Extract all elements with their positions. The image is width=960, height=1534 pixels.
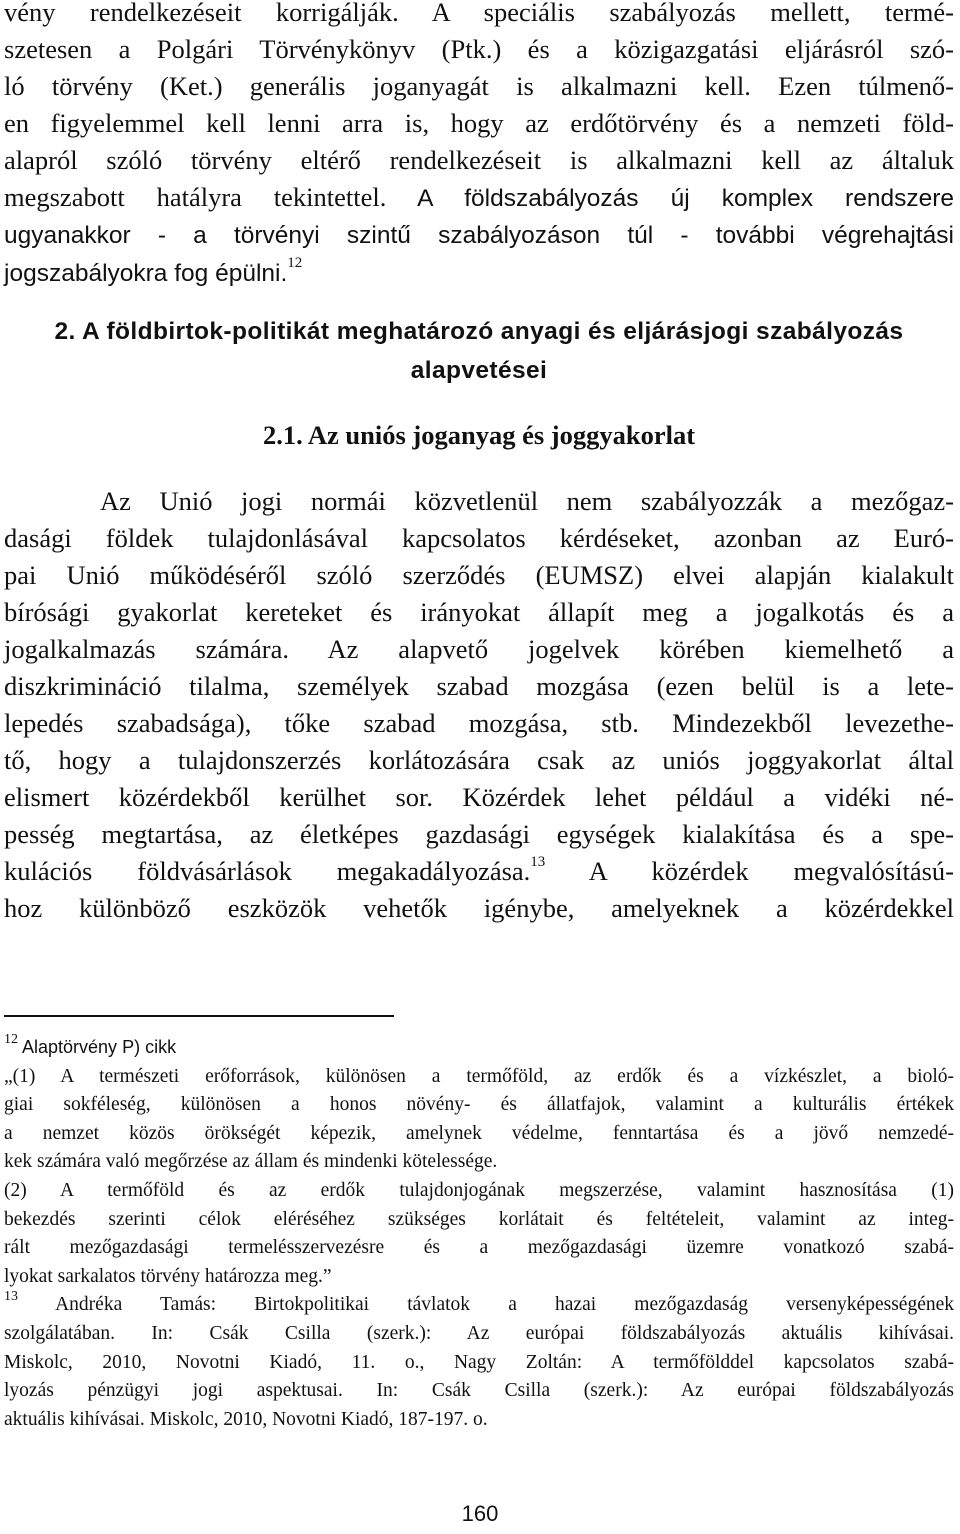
footnote-line: (2) A termőföld és az erdők tulajdonjogának megszerzése, valamint hasznosítása (1): [4, 1179, 954, 1201]
text-segment: kulációs földvásárlások megakadályozása.: [4, 856, 531, 886]
section-heading: [4, 312, 954, 390]
text-line: alapról szóló törvény eltérő rendelkezéseit is alkalmazni kell az általuk: [4, 145, 954, 175]
footnote-line: rált mezőgazdasági termelésszervezésre és a mezőgazdasági üzemre vonatkozó szabá-: [4, 1237, 954, 1259]
footnote-line: Miskolc, 2010, Novotni Kiadó, 11. o., Nagy Zoltán: A termőfölddel kapcsolatos szabá-: [4, 1351, 954, 1373]
footnote-line: kek számára való megőrzése az állam és mindenki kötelessége.: [4, 1151, 498, 1173]
paragraph-union-law: [4, 483, 954, 927]
text-line: bírósági gyakorlat kereteket és irányokat állapít meg a jogalkotás és a: [4, 597, 954, 627]
text-line: vény rendelkezéseit korrigálják. A speciális szabályozás mellett, termé-: [4, 0, 954, 27]
footnote-line: szolgálatában. In: Csák Csilla (szerk.): Az európai földszabályozás aktuális kihívásai.: [4, 1322, 954, 1344]
paragraph-intro: [4, 0, 954, 292]
text-line: pai Unió működéséről szóló szerződés (EUMSZ) elvei alapján kialakult: [4, 560, 954, 590]
footnotes: [4, 1033, 954, 1434]
text-line: elismert közérdekből kerülhet sor. Közérdek lehet például a vidéki né-: [4, 782, 954, 812]
text-segment-sans: A földszabályozás új komplex rendszere: [386, 185, 954, 212]
text-line: en figyelemmel kell lenni arra is, hogy az erdőtörvény és a nemzeti föld-: [4, 108, 954, 138]
text-line: ló törvény (Ket.) generális joganyagát is alkalmazni kell. Ezen túlmenő-: [4, 71, 954, 101]
subsection-heading: 2.1. Az uniós joganyag és joggyakorlat: [262, 420, 696, 450]
text-line: Az Unió jogi normái közvetlenül nem szabályozzák a mezőgaz-: [100, 486, 954, 516]
text-line: lepedés szabadsága), tőke szabad mozgása, stb. Mindezekből levezethe-: [4, 708, 954, 738]
text-line: [4, 853, 954, 890]
footnote-line: „(1) A természeti erőforrások, különösen a termőföld, az erdők és a vízkészlet, a bioló-: [4, 1065, 954, 1087]
text-line: [4, 179, 954, 217]
text-segment: A közérdek megvalósítású-: [545, 856, 954, 886]
footnote-separator: [4, 1015, 394, 1017]
text-line: ugyanakkor - a törvényi szintű szabályozáson túl - további végrehajtási: [4, 222, 954, 249]
footnote-line: bekezdés szerinti célok eléréséhez szükséges korlátait és feltételeit, valamint az integ-: [4, 1208, 954, 1230]
text-segment-sans: jogszabályokra fog épülni.: [4, 260, 288, 287]
text-line: hoz különböző eszközök vehetők igénybe, amelyeknek a közérdekkel: [4, 893, 954, 923]
footnote-12-heading: [4, 1033, 954, 1063]
footnote-ref-13[interactable]: 13: [530, 854, 546, 871]
footnote-line: aktuális kihívásai. Miskolc, 2010, Novotni Kiadó, 187-197. o.: [4, 1408, 488, 1430]
footnote-line: lyozás pénzügyi jogi aspektusai. In: Csák Csilla (szerk.): Az európai földszabályozás: [4, 1380, 954, 1402]
text-line: jogalkalmazás számára. Az alapvető jogelvek körében kiemelhető a: [4, 634, 954, 664]
text-line: pesség megtartása, az életképes gazdasági egységek kialakítása és a spe-: [4, 819, 954, 849]
section-heading-line: 2. A földbirtok-politikát meghatározó anyagi és eljárásjogi szabályozás: [54, 318, 904, 345]
footnote-line: lyokat sarkalatos törvény határozza meg.”: [4, 1265, 332, 1287]
text-line: szetesen a Polgári Törvénykönyv (Ptk.) és a közigazgatási eljárásról szó-: [4, 34, 954, 64]
section-heading-line: alapvetései: [410, 357, 548, 384]
footnote-number: 12: [4, 1031, 18, 1047]
footnote-title: Alaptörvény P) cikk: [18, 1037, 177, 1057]
text-line: [4, 254, 954, 292]
footnote-line: a nemzet közös örökségét képezik, amelynek védelme, fenntartása és a jövő nemzedé-: [4, 1122, 954, 1144]
page-number: 160: [461, 1501, 499, 1526]
text-line: diszkrimináció tilalma, személyek szabad mozgása (ezen belül is a lete-: [4, 671, 954, 701]
footnote-number: 13: [4, 1288, 18, 1304]
footnote-13-first-line: [4, 1288, 954, 1320]
footnote-line: giai sokféleség, különösen a honos növény- és állatfajok, valamint a kulturális értékek: [4, 1094, 954, 1116]
footnote-ref-12[interactable]: 12: [287, 255, 303, 272]
footnote-text: Andréka Tamás: Birtokpolitikai távlatok a hazai mezőgazdaság versenyképességének: [18, 1294, 954, 1316]
text-segment: megszabott hatályra tekintettel.: [4, 182, 387, 212]
text-line: dasági földek tulajdonlásával kapcsolatos kérdéseket, azonban az Euró-: [4, 523, 954, 553]
text-line: tő, hogy a tulajdonszerzés korlátozására csak az uniós joggyakorlat által: [4, 745, 954, 775]
